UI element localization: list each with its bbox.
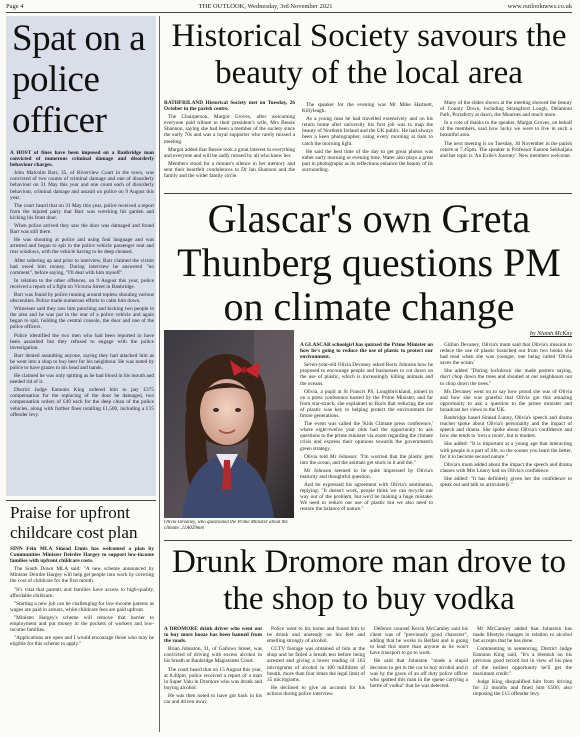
dromore-para-8: Mr McCamley added that Johnston has made lifestyle changes in relation to alcohol but accepts that he has done. [473, 626, 572, 645]
spat-para-5: In relation to the other offences, on 9 August this year, police received a report of a fight on Victoria Street in Banbridge. [10, 277, 154, 290]
spat-para-7: Witnesses said they saw him punching and kicking two people in the area and he was put in the rear of a police vehicle and again began to spit, holding the central console, the door and one of the police officers. [10, 306, 154, 331]
glascar-para-4: Mr Johnson seemed to be quite impressed by Olivia's maturity and thoughtful question. [300, 467, 433, 480]
glascar-para-9: Banbridge based Sinead Lunny, Olivia's speech and drama teacher spoke about Olivia's personality and the impact of speech and drama. She spoke about Olivia's confidence and how she tends to 'own a room', but is modest. [440, 415, 572, 440]
glascar-para-5: And he expressed his agreement with Olivia's sentiments, replying: "It doesn't work, people think we can recycle our way out of the problem, but we'd be making a huge mistake. We need to reduce our use of plastic but we also need to restore the balance of nature." [300, 481, 433, 513]
childcare-para-4: "Applications are open and I would encourage those who may be eligible for this scheme to apply." [10, 635, 154, 648]
history-col-2 [302, 100, 433, 190]
history-para-5: He said the best time of the day to get great photos was either early morning or evening time. Water also plays a great part in photographs as its reflections enhance the beauty of its surrounding. [302, 148, 433, 173]
dromore-para-9: Commenting in sentencing, District Judge Eamonn King said, "It's a blemish on his previous good record but in view of his plea of the earliest opportunity he'll get the maximum credit." [473, 646, 572, 677]
dromore-para-5: He declined to give an account for his actions during police interview. [267, 684, 365, 697]
divider-childcare [6, 500, 156, 501]
glascar-col-1 [300, 342, 433, 536]
glascar-byline: by Niamh McKay [530, 331, 572, 337]
history-para-7: In a vote of thanks to the speaker, Margot Groves, on behalf of the members, said how lucky we were to live in such a beautiful area. [440, 120, 572, 139]
dromore-para-6: Defence counsel Kevin McCamley said his client was of "previously good character", adding that he works in Belfast and is going to lead this more than anyone as he won't have transport to go to work. [370, 626, 468, 657]
childcare-para-3: "Minister Hargey's scheme will remove that barrier to employment and put money in the pockets of workers and low-income families. [10, 614, 154, 634]
spat-para-8: Police identified the two men who had been reported to have been assaulted but they refused to engage with the police investigation. [10, 332, 154, 351]
glascar-lead: A GLASCAR schoolgirl has quizzed the Prime Minister on how he's going to reduce the use of plastic to protect our environment. [300, 342, 433, 361]
divider-dromore [164, 540, 572, 541]
childcare-para-2: "Starting a new job can be challenging for low-income parents as wages are paid in arrears, while childcare fees are paid upfront. [10, 600, 154, 613]
history-para-3: The speaker for the evening was Mr Mike Hartnett, Killyleagh. [302, 102, 433, 115]
childcare-para-0: The South Down MLA said: "A new scheme announced by Minister Deirdre Hargey will help get people into work by covering the cost of childcare for the first month. [10, 566, 154, 585]
dromore-para-10: Judge King disqualified him from driving for 12 months and fined him £500, also imposing the £15 offender levy. [473, 678, 572, 697]
glascar-para-6: Gillian Devaney, Olivia's mum said that Olivia's mission to reduce the use of plastic branched out from two books she had read when she was younger, one being called 'Olivia saves the ocean.' [440, 342, 572, 367]
dromore-para-3: Police went to his home and found him to be drunk and unsteady on his feet and smelling strongly of alcohol. [267, 626, 365, 645]
olivia-photo-caption: Olivia Devaney, who questioned the Prime Minister about the climate. 21A029mm [164, 520, 288, 531]
history-para-0: The Chairperson, Margot Groves, after welcoming everyone paid tribute to their president's wife, Mrs Bessie Shannon, saying she had been a member of the society since the early 70s and was a loyal supporter who rarely missed a meeting. [164, 114, 295, 145]
dromore-para-1: The court heard that on 15 August this year, at 8.40pm, police received a report of a man in Super Valu in Dromore who was drunk and buying alcohol. [164, 666, 262, 691]
history-para-4: As a young man he had travelled extensively and on his return home after university his first job was to map the beauty of Northern Ireland and the UK public. He had always been a keen photographer, using every morning at 6am to catch the morning light. [302, 116, 433, 147]
glascar-para-7: She added "During lockdown she made posters saying, don't chop down the trees and shouted at our neighbours not to chop down the trees." [440, 368, 572, 387]
spat-para-6: Barr was found by police running around topless shouting various obscenities. Police made numerous efforts to calm him down. [10, 291, 154, 305]
history-para-8: The next meeting is on Tuesday, 30 November in the parish centre at 7.45pm. The speaker is Professor Eamon Sekhaljaia and her topic is 'An Exile's Journey'. New members welcome. [440, 140, 572, 159]
column-rule [159, 16, 160, 732]
dromore-headline: Drunk Dromore man drove to the shop to buy vodka [171, 544, 567, 617]
masthead-line: THE OUTLOOK, Wednesday, 3rd November 2021 [198, 3, 333, 10]
olivia-photo-illustration [164, 330, 294, 518]
glascar-para-11: Olivia's mum added about the impact the speech and drama classes with Mrs Lunny had on Olivia's confidence. [440, 461, 572, 474]
glascar-headline: Glascar's own Greta Thunberg questions PM on climate change [177, 197, 561, 329]
spat-para-4: After sobering up and prior to interview, Barr claimed the victim had owed him money. During interview he answered "no comment", before saying, "I'll deal with him myself". [10, 257, 154, 276]
history-lead: RATHFRILAND Historical Society met on Tuesday, 26 October in the parish centre. [164, 100, 295, 113]
history-headline: Historical Society savours the beauty of the local area [171, 18, 567, 91]
spat-headline: Spat on a police officer [12, 18, 146, 141]
glascar-para-1: Olivia, a pupil at St Francis PS, Loughbrickland, joined in on a press conference hosted by the Prime Minister, and far from star-struck, she explained to Boris that reducing the use of plastic was key to helping protect the environment for future generations. [300, 388, 433, 420]
spat-para-0: John Malcolm Barr, 35, of Riverview Court in the town, was convicted of two counts of criminal damage and one of disorderly behaviour on 31 May this year and one count each of disorderly behaviour, criminal damage and assault on police on 9 August this year. [10, 170, 154, 201]
dromore-para-7: He said that Johnston "made a stupid decision to get in the car to buy alcohol and it was by the grace of an off duty police officer who spotted this man in the queue carrying a bottle of vodka" that he was detected. [370, 658, 468, 689]
spat-lead: A HOST of fines have been imposed on a Banbridge man convicted of numerous criminal damage and disorderly behaviour charges. [10, 150, 154, 169]
glascar-para-3: Olivia told Mr Johnson: "I'm worried that the plastic gets into the ocean, and the animals get stuck in it and die." [300, 453, 433, 466]
history-para-6: Many of the slides shown at the meeting showed the beauty of County Down, including Strangford Lough, Delamont Park, Portaferry at dawn, the Mournes and much more. [440, 100, 572, 119]
spat-para-11: District Judge Eamonn King ordered him to pay £375 compensation for the replacing of the door he damaged, two compensation orders of £49 each for the deep clean of the police vehicles, along with further fines totalling £1,500, including a £15 offender levy. [10, 387, 154, 418]
dromore-col-1 [164, 626, 262, 734]
history-para-2: Members stood for a minute's silence in her memory and sent their heartfelt condolences to Dr Ian Shannon and the family and the wider family circle. [164, 160, 295, 180]
dromore-para-2: He was then noted to have got back in his car and driven away. [164, 692, 262, 706]
spat-para-2: When police arrived they saw the door was damaged and found Barr was still there. [10, 223, 154, 236]
spat-para-3: He was shouting at police and using foul language and was arrested and began to spit in the police vehicle passenger seat and rear windows, with the vehicle having to be deep cleaned. [10, 237, 154, 256]
website: www.outlooknews.co.uk [507, 3, 572, 10]
page-number: Page 4 [6, 3, 24, 10]
glascar-para-8: Ms Devaney went on to say how proud she was of Olivia and how she was grateful that Olivia got this amazing opportunity to ask a question to the prime minister and broadcast her views to the UK. [440, 388, 572, 413]
glascar-para-10: She added: "It is important at a young age that interacting with people is a part of life, so the sooner you learn the better, for it to become second nature." [440, 441, 572, 460]
olivia-photo [164, 330, 294, 518]
childcare-headline: Praise for upfront childcare cost plan [10, 503, 138, 542]
childcare-story-body [10, 546, 154, 732]
spat-para-1: The court heard that on 31 May this year, police received a report from the injured party that Barr was wrecking his garden and kicking his front door. [10, 202, 154, 221]
dromore-lead: A DROMORE drink driver who went out to buy more booze has been banned from the roads. [164, 626, 262, 645]
dromore-col-3 [370, 626, 468, 734]
history-col-1 [164, 100, 295, 190]
history-col-3 [440, 100, 572, 190]
history-para-1: Margot added that Bessie took a great interest in everything and everyone and will be sadly missed by all who knew her. [164, 146, 295, 159]
dromore-col-4 [473, 626, 572, 734]
glascar-para-12: She added: "It has definitely given her the confidence to speak out and talk so articulately." [440, 475, 572, 488]
divider-glascar [164, 193, 572, 194]
spat-para-10: He claimed he was only spitting as he had blood in his mouth and needed rid of it. [10, 373, 154, 386]
childcare-para-1: "It's vital that parents and families have access to high-quality, affordable childcare. [10, 586, 154, 599]
glascar-col-2 [440, 342, 572, 536]
spat-story-body [10, 150, 154, 494]
spat-para-9: Barr denied assaulting anyone, saying they had attacked him as he went into a shop to buy beer for his neighbour. He was noted by police to have grazes to his head and hands. [10, 352, 154, 371]
dromore-para-4: CCTV footage was obtained of him at the shop and he failed a breath test before being arrested and giving a lower reading of 163 micrograms of alcohol in 100 millilitres of breath, more than four times the legal limit of 35 micrograms. [267, 646, 365, 683]
dromore-col-2 [267, 626, 365, 734]
page-header [6, 1, 572, 13]
glascar-para-0: Seven-year-old Olivia Devaney asked Boris Johnson how he proposed to encourage people and businesses to cut down on the use of plastic, which is increasingly killing animals and the oceans. [300, 362, 433, 387]
dromore-para-0: Brian Johnston, 31, of Gallows Street, was convicted of driving with excess alcohol in his breath at Banbridge Magistrates Court. [164, 646, 262, 665]
childcare-lead: SINN Féin MLA Sinead Ennis has welcomed a plan by Communities Minister Deirdre Hargey to support low-income families with upfront childcare costs. [10, 546, 154, 565]
glascar-para-2: The event was called the 'Kids Climate press conference,' where eight-twelve year olds had the opportunity to ask questions to the prime minister via zoom regarding the climate crisis and express their opinions towards the government's green strategy. [300, 421, 433, 452]
